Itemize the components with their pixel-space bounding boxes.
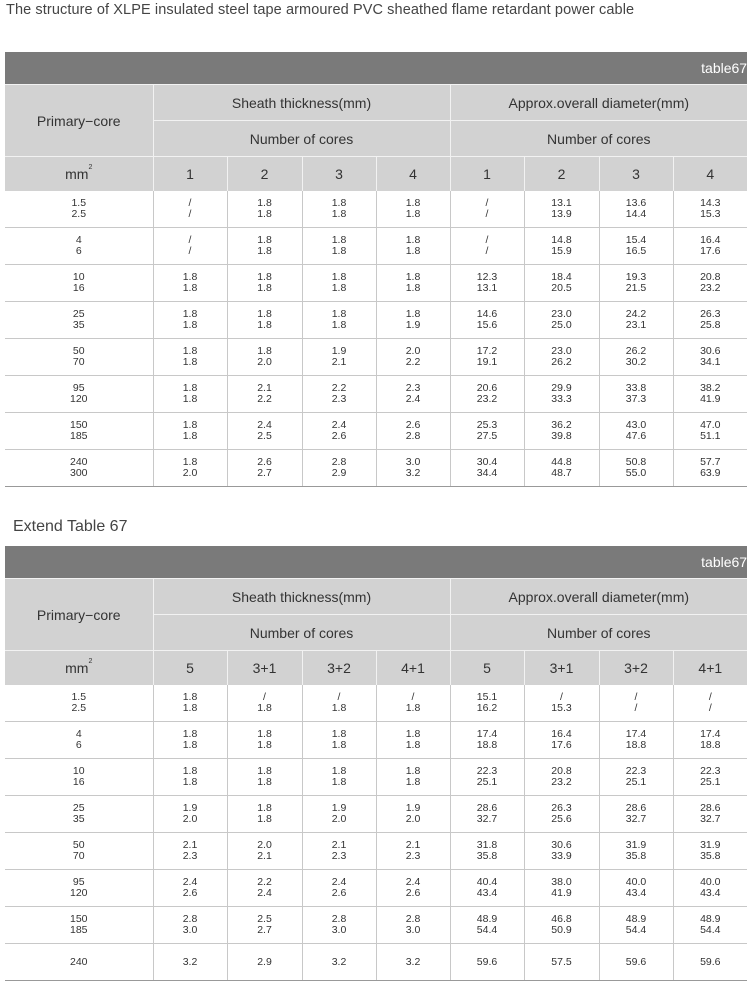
sheath-thickness-cell: / / (153, 191, 227, 228)
unit-header: $mm^2$ (5, 651, 153, 686)
diameter-cores-header: Number of cores (450, 121, 747, 157)
diameter-core-count-0: 5 (450, 651, 524, 686)
overall-diameter-cell: 22.3 25.1 (599, 759, 673, 796)
sheath-thickness-cell: 2.0 2.2 (376, 339, 450, 376)
overall-diameter-cell: 15.4 16.5 (599, 228, 673, 265)
cross-section-cell: 1.5 2.5 (5, 685, 153, 722)
table-row (5, 265, 747, 302)
overall-diameter-cell: 40.4 43.4 (450, 870, 524, 907)
sheath-thickness-cell: 1.8 1.8 (376, 759, 450, 796)
cross-section-cell: 50 70 (5, 339, 153, 376)
overall-diameter-cell: 14.8 15.9 (524, 228, 599, 265)
overall-diameter-cell: / 15.3 (524, 685, 599, 722)
overall-diameter-cell: 17.4 18.8 (673, 722, 747, 759)
sheath-thickness-cell: 2.8 3.0 (376, 907, 450, 944)
sheath-thickness-cell: 1.8 1.8 (376, 265, 450, 302)
overall-diameter-cell: 13.6 14.4 (599, 191, 673, 228)
sheath-thickness-cell: 2.1 2.3 (153, 833, 227, 870)
overall-diameter-cell: 28.6 32.7 (599, 796, 673, 833)
table-row (5, 870, 747, 907)
sheath-thickness-cell: 1.8 1.8 (227, 228, 302, 265)
overall-diameter-cell: 40.0 43.4 (673, 870, 747, 907)
overall-diameter-cell: 26.3 25.6 (524, 796, 599, 833)
sheath-thickness-cell: 2.0 2.1 (227, 833, 302, 870)
cross-section-cell: 25 35 (5, 796, 153, 833)
overall-diameter-cell: / / (673, 685, 747, 722)
cross-section-cell: 1.5 2.5 (5, 191, 153, 228)
cable-spec-table (5, 52, 747, 487)
overall-diameter-cell: 26.3 25.8 (673, 302, 747, 339)
sheath-core-count-1: 2 (227, 157, 302, 192)
sheath-thickness-cell: / 1.8 (376, 685, 450, 722)
sheath-thickness-cell: 1.8 1.8 (153, 759, 227, 796)
sheath-thickness-cell: 2.4 2.6 (302, 870, 376, 907)
cross-section-cell: 95 120 (5, 870, 153, 907)
sheath-thickness-cell: 2.9 (227, 944, 302, 981)
sheath-thickness-cell: 1.8 1.8 (376, 228, 450, 265)
sheath-thickness-cell: 1.8 1.8 (153, 265, 227, 302)
table-row (5, 759, 747, 796)
sheath-thickness-cell: 2.2 2.4 (227, 870, 302, 907)
diameter-core-count-3: 4+1 (673, 651, 747, 686)
sheath-thickness-cell: 1.9 2.1 (302, 339, 376, 376)
table-row (5, 722, 747, 759)
overall-diameter-cell: 23.0 25.0 (524, 302, 599, 339)
overall-diameter-cell: 46.8 50.9 (524, 907, 599, 944)
table-row (5, 907, 747, 944)
cross-section-cell: 240 (5, 944, 153, 981)
sheath-thickness-cell: 2.1 2.2 (227, 376, 302, 413)
cross-section-cell: 150 185 (5, 413, 153, 450)
overall-diameter-cell: 28.6 32.7 (450, 796, 524, 833)
sheath-thickness-cell: 1.8 1.8 (302, 265, 376, 302)
overall-diameter-cell: 43.0 47.6 (599, 413, 673, 450)
overall-diameter-cell: 48.9 54.4 (673, 907, 747, 944)
overall-diameter-cell: 13.1 13.9 (524, 191, 599, 228)
table-row (5, 450, 747, 487)
sheath-thickness-cell: 1.9 2.0 (302, 796, 376, 833)
sheath-thickness-cell: / / (153, 228, 227, 265)
sheath-core-count-2: 3 (302, 157, 376, 192)
overall-diameter-cell: 24.2 23.1 (599, 302, 673, 339)
overall-diameter-cell: 22.3 25.1 (673, 759, 747, 796)
overall-diameter-cell: 50.8 55.0 (599, 450, 673, 487)
overall-diameter-cell: 40.0 43.4 (599, 870, 673, 907)
sheath-thickness-cell: / 1.8 (302, 685, 376, 722)
overall-diameter-cell: 57.7 63.9 (673, 450, 747, 487)
table-row (5, 944, 747, 981)
overall-diameter-cell: 18.4 20.5 (524, 265, 599, 302)
sheath-thickness-cell: 2.2 2.3 (302, 376, 376, 413)
sheath-thickness-cell: 2.4 2.5 (227, 413, 302, 450)
overall-diameter-cell: 31.9 35.8 (599, 833, 673, 870)
diameter-core-count-2: 3 (599, 157, 673, 192)
overall-diameter-cell: 36.2 39.8 (524, 413, 599, 450)
overall-diameter-cell: 17.2 19.1 (450, 339, 524, 376)
overall-diameter-cell: 25.3 27.5 (450, 413, 524, 450)
sheath-thickness-cell: 2.4 2.6 (153, 870, 227, 907)
sheath-core-count-2: 3+2 (302, 651, 376, 686)
diameter-core-count-1: 2 (524, 157, 599, 192)
sheath-thickness-cell: 1.8 1.8 (153, 376, 227, 413)
table-row (5, 191, 747, 228)
overall-diameter-cell: 17.4 18.8 (450, 722, 524, 759)
sheath-core-count-3: 4 (376, 157, 450, 192)
sheath-thickness-cell: 3.2 (153, 944, 227, 981)
overall-diameter-cell: / / (450, 228, 524, 265)
sheath-thickness-cell: 2.1 2.3 (376, 833, 450, 870)
sheath-thickness-cell: 1.8 1.8 (153, 413, 227, 450)
sheath-core-count-0: 5 (153, 651, 227, 686)
cross-section-cell: 25 35 (5, 302, 153, 339)
overall-diameter-cell: 30.6 33.9 (524, 833, 599, 870)
overall-diameter-cell: 29.9 33.3 (524, 376, 599, 413)
sheath-thickness-cell: 1.8 2.0 (227, 339, 302, 376)
cross-section-cell: 150 185 (5, 907, 153, 944)
overall-diameter-cell: 30.6 34.1 (673, 339, 747, 376)
page-title: The structure of XLPE insulated steel tape armoured PVC sheathed flame retardant power cable (6, 2, 635, 18)
sheath-thickness-cell: 2.8 3.0 (302, 907, 376, 944)
sheath-thickness-cell: 1.8 1.9 (376, 302, 450, 339)
sheath-thickness-cell: 1.8 1.8 (227, 722, 302, 759)
sheath-thickness-cell: 2.6 2.8 (376, 413, 450, 450)
cross-section-cell: 4 6 (5, 722, 153, 759)
diameter-cores-header: Number of cores (450, 615, 747, 651)
overall-diameter-cell: 59.6 (673, 944, 747, 981)
sheath-thickness-header: Sheath thickness(mm) (153, 579, 450, 615)
overall-diameter-cell: 22.3 25.1 (450, 759, 524, 796)
sheath-thickness-cell: 1.8 1.8 (376, 722, 450, 759)
overall-diameter-header: Approx.overall diameter(mm) (450, 579, 747, 615)
cross-section-cell: 50 70 (5, 833, 153, 870)
sheath-thickness-cell: 1.8 2.0 (153, 450, 227, 487)
sheath-thickness-cell: / 1.8 (227, 685, 302, 722)
sheath-thickness-cell: 2.3 2.4 (376, 376, 450, 413)
table-row (5, 339, 747, 376)
table-row (5, 302, 747, 339)
sheath-thickness-cell: 1.8 1.8 (227, 759, 302, 796)
sheath-core-count-3: 4+1 (376, 651, 450, 686)
sheath-core-count-1: 3+1 (227, 651, 302, 686)
overall-diameter-cell: 20.8 23.2 (673, 265, 747, 302)
sheath-thickness-cell: 1.9 2.0 (376, 796, 450, 833)
sheath-thickness-cell: 1.8 1.8 (153, 302, 227, 339)
overall-diameter-cell: / / (599, 685, 673, 722)
primary-core-header: Primary−core (5, 579, 153, 651)
sheath-thickness-cell: 3.2 (302, 944, 376, 981)
overall-diameter-cell: 16.4 17.6 (673, 228, 747, 265)
sheath-thickness-cell: 1.8 1.8 (227, 302, 302, 339)
primary-core-header: Primary−core (5, 85, 153, 157)
sheath-thickness-cell: 1.8 1.8 (302, 228, 376, 265)
overall-diameter-cell: 48.9 54.4 (599, 907, 673, 944)
cross-section-cell: 240 300 (5, 450, 153, 487)
sheath-thickness-cell: 1.8 1.8 (302, 722, 376, 759)
sheath-thickness-cell: 3.0 3.2 (376, 450, 450, 487)
overall-diameter-cell: 31.9 35.8 (673, 833, 747, 870)
sheath-thickness-cell: 1.9 2.0 (153, 796, 227, 833)
sheath-cores-header: Number of cores (153, 615, 450, 651)
table-label: table67 (5, 52, 747, 85)
table-row (5, 228, 747, 265)
overall-diameter-cell: 14.6 15.6 (450, 302, 524, 339)
sheath-thickness-cell: 2.8 2.9 (302, 450, 376, 487)
diameter-core-count-3: 4 (673, 157, 747, 192)
table-row (5, 413, 747, 450)
overall-diameter-cell: 14.3 15.3 (673, 191, 747, 228)
cross-section-cell: 10 16 (5, 265, 153, 302)
overall-diameter-cell: 20.6 23.2 (450, 376, 524, 413)
cross-section-cell: 95 120 (5, 376, 153, 413)
overall-diameter-cell: 20.8 23.2 (524, 759, 599, 796)
diameter-core-count-1: 3+1 (524, 651, 599, 686)
overall-diameter-cell: 28.6 32.7 (673, 796, 747, 833)
sheath-thickness-cell: 1.8 1.8 (153, 685, 227, 722)
overall-diameter-cell: 30.4 34.4 (450, 450, 524, 487)
cross-section-cell: 10 16 (5, 759, 153, 796)
overall-diameter-cell: 59.6 (450, 944, 524, 981)
overall-diameter-cell: 38.0 41.9 (524, 870, 599, 907)
overall-diameter-cell: 48.9 54.4 (450, 907, 524, 944)
overall-diameter-cell: 44.8 48.7 (524, 450, 599, 487)
sheath-thickness-cell: 1.8 1.8 (302, 759, 376, 796)
sheath-thickness-cell: 1.8 1.8 (153, 339, 227, 376)
cross-section-cell: 4 6 (5, 228, 153, 265)
overall-diameter-cell: 19.3 21.5 (599, 265, 673, 302)
sheath-thickness-cell: 2.4 2.6 (376, 870, 450, 907)
overall-diameter-cell: 47.0 51.1 (673, 413, 747, 450)
sheath-thickness-cell: 2.1 2.3 (302, 833, 376, 870)
sheath-thickness-cell: 2.8 3.0 (153, 907, 227, 944)
overall-diameter-cell: 12.3 13.1 (450, 265, 524, 302)
overall-diameter-cell: 15.1 16.2 (450, 685, 524, 722)
overall-diameter-cell: 59.6 (599, 944, 673, 981)
sheath-thickness-cell: 2.6 2.7 (227, 450, 302, 487)
sheath-thickness-cell: 2.4 2.6 (302, 413, 376, 450)
overall-diameter-cell: 23.0 26.2 (524, 339, 599, 376)
extend-table-title: Extend Table 67 (13, 518, 128, 535)
unit-header: $mm^2$ (5, 157, 153, 192)
overall-diameter-header: Approx.overall diameter(mm) (450, 85, 747, 121)
overall-diameter-cell: 31.8 35.8 (450, 833, 524, 870)
cable-spec-extend-table (5, 546, 747, 981)
sheath-thickness-cell: 1.8 1.8 (302, 191, 376, 228)
sheath-thickness-cell: 3.2 (376, 944, 450, 981)
sheath-thickness-cell: 2.5 2.7 (227, 907, 302, 944)
sheath-thickness-cell: 1.8 1.8 (227, 265, 302, 302)
overall-diameter-cell: 26.2 30.2 (599, 339, 673, 376)
sheath-thickness-header: Sheath thickness(mm) (153, 85, 450, 121)
table-row (5, 833, 747, 870)
table-row (5, 685, 747, 722)
table-label: table67 (5, 546, 747, 579)
sheath-core-count-0: 1 (153, 157, 227, 192)
sheath-thickness-cell: 1.8 1.8 (227, 191, 302, 228)
sheath-thickness-cell: 1.8 1.8 (227, 796, 302, 833)
sheath-thickness-cell: 1.8 1.8 (302, 302, 376, 339)
table-row (5, 796, 747, 833)
sheath-thickness-cell: 1.8 1.8 (376, 191, 450, 228)
diameter-core-count-2: 3+2 (599, 651, 673, 686)
overall-diameter-cell: 38.2 41.9 (673, 376, 747, 413)
overall-diameter-cell: 16.4 17.6 (524, 722, 599, 759)
overall-diameter-cell: 17.4 18.8 (599, 722, 673, 759)
overall-diameter-cell: 57.5 (524, 944, 599, 981)
sheath-cores-header: Number of cores (153, 121, 450, 157)
overall-diameter-cell: 33.8 37.3 (599, 376, 673, 413)
sheath-thickness-cell: 1.8 1.8 (153, 722, 227, 759)
table-row (5, 376, 747, 413)
diameter-core-count-0: 1 (450, 157, 524, 192)
overall-diameter-cell: / / (450, 191, 524, 228)
